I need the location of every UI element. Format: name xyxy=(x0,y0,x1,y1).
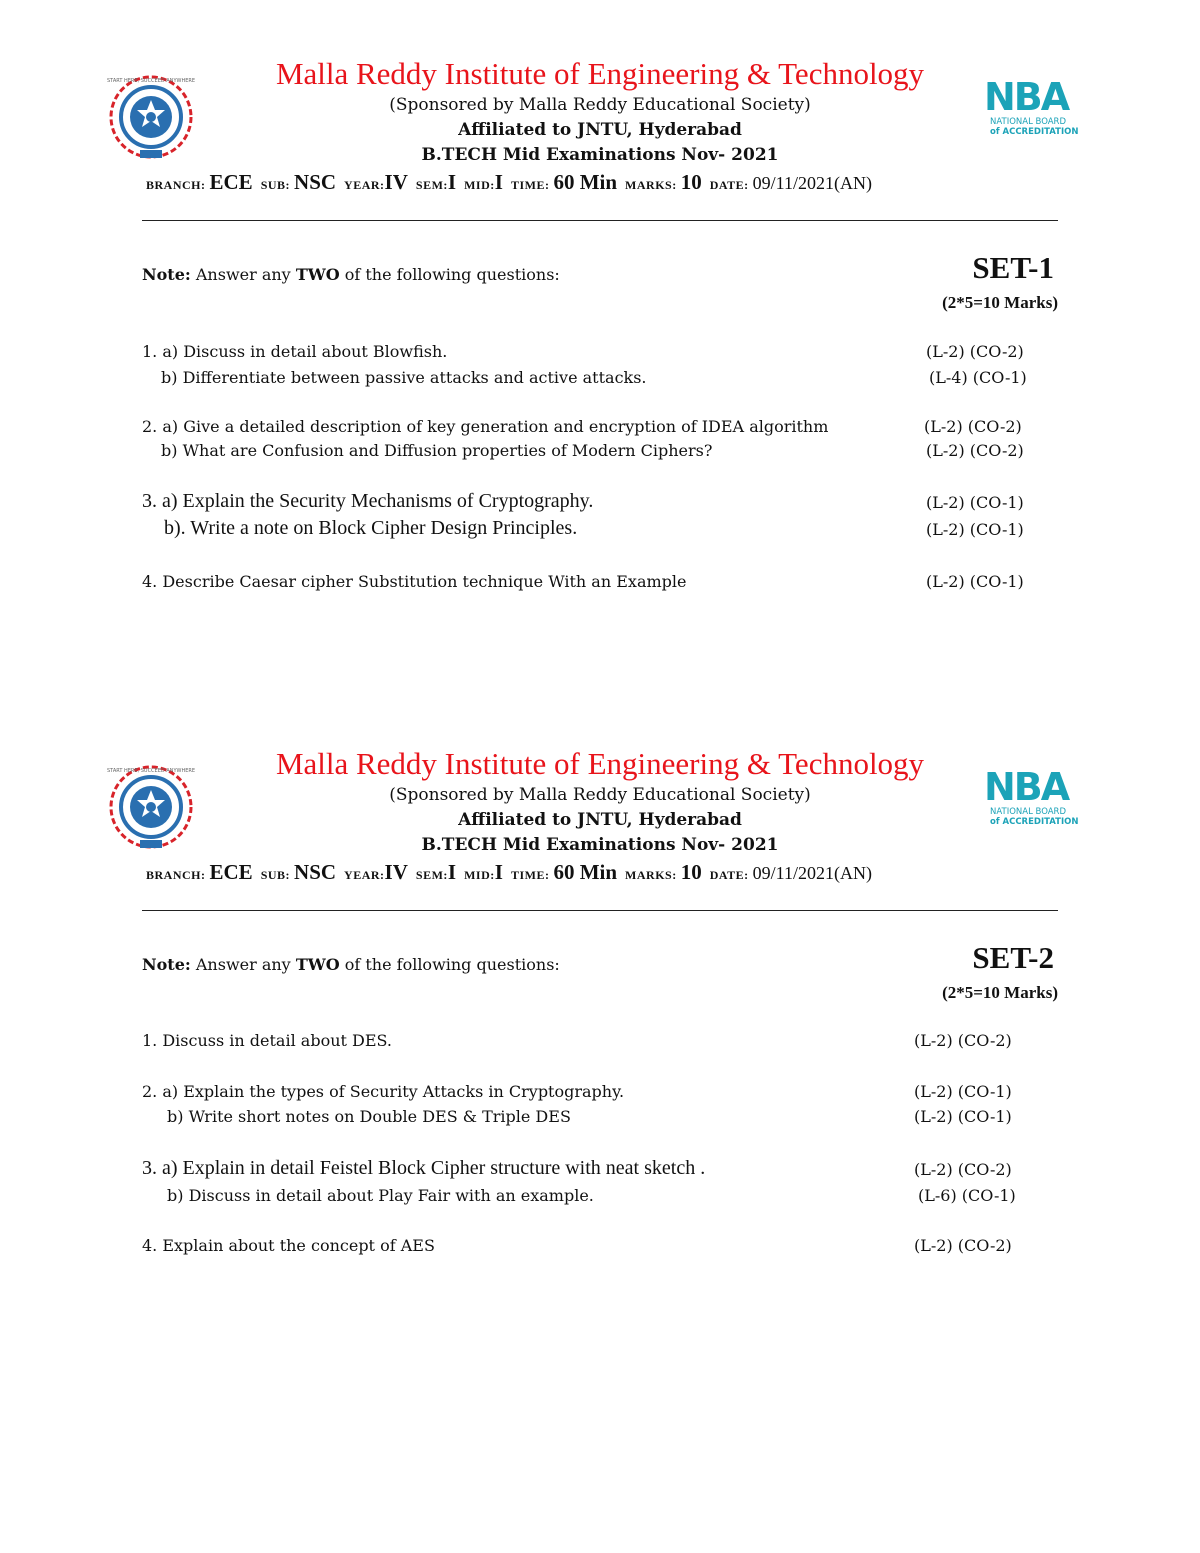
exam-title: B.TECH Mid Examinations Nov- 2021 xyxy=(421,835,779,855)
note-label: Note: xyxy=(142,265,191,284)
mid-value: I xyxy=(494,860,503,884)
sem-value: I xyxy=(447,860,457,884)
question-1: 1. Discuss in detail about DES. xyxy=(142,1031,393,1050)
branch-label: BRANCH: xyxy=(146,178,206,192)
mid-label: MID: xyxy=(464,178,495,192)
marks-value: 10 xyxy=(680,860,702,884)
question-4-level: (L-2) (CO-1) xyxy=(926,572,1024,591)
header-divider xyxy=(142,220,1058,221)
nba-logo-mark: NBA xyxy=(984,75,1069,119)
question-2b: b) Write short notes on Double DES & Triple DES xyxy=(167,1107,571,1126)
exam-title: B.TECH Mid Examinations Nov- 2021 xyxy=(421,145,779,165)
question-3b: b) Discuss in detail about Play Fair with an example. xyxy=(167,1186,594,1205)
note-count: TWO xyxy=(295,955,340,974)
exam-meta-line xyxy=(146,860,872,885)
sem-value: I xyxy=(447,170,457,194)
question-3b: b). Write a note on Block Cipher Design Principles. xyxy=(164,517,578,539)
nba-logo-line2: of ACCREDITATION xyxy=(990,817,1079,827)
mid-label: MID: xyxy=(464,868,495,882)
branch-value: ECE xyxy=(209,170,253,194)
question-1b-level: (L-4) (CO-1) xyxy=(929,368,1027,387)
instructions-note xyxy=(142,265,560,284)
question-2a-level: (L-2) (CO-2) xyxy=(924,417,1022,436)
set-label: SET-2 xyxy=(972,940,1054,975)
nba-logo-icon xyxy=(980,72,1088,138)
institute-name: Malla Reddy Institute of Engineering & Technology xyxy=(275,746,925,781)
affiliation-line: Affiliated to JNTU, Hyderabad xyxy=(458,810,742,830)
branch-value: ECE xyxy=(209,860,253,884)
question-4: 4. Describe Caesar cipher Substitution technique With an Example xyxy=(142,572,687,591)
question-1-level: (L-2) (CO-2) xyxy=(914,1031,1012,1050)
time-label: TIME: xyxy=(510,868,550,882)
date-value: 09/11/2021(AN) xyxy=(752,863,872,883)
sponsor-line: (Sponsored by Malla Reddy Educational Society) xyxy=(389,785,811,805)
header-divider xyxy=(142,910,1058,911)
time-value: 60 Min xyxy=(553,860,618,884)
affiliation-line: Affiliated to JNTU, Hyderabad xyxy=(458,120,742,140)
question-2b-level: (L-2) (CO-1) xyxy=(914,1107,1012,1126)
question-1b: b) Differentiate between passive attacks and active attacks. xyxy=(161,368,647,387)
year-label: YEAR: xyxy=(344,868,385,882)
sem-label: SEM: xyxy=(415,178,448,192)
question-2a: 2. a) Explain the types of Security Attacks in Cryptography. xyxy=(142,1082,625,1101)
branch-label: BRANCH: xyxy=(146,868,206,882)
date-label: DATE: xyxy=(709,868,749,882)
instructions-note xyxy=(142,955,560,974)
year-value: IV xyxy=(384,860,408,884)
nba-logo-icon xyxy=(980,762,1088,828)
note-count: TWO xyxy=(295,265,340,284)
marks-scheme: (2*5=10 Marks) xyxy=(942,983,1058,1002)
marks-label: MARKS: xyxy=(625,178,677,192)
question-3a-level: (L-2) (CO-2) xyxy=(914,1160,1012,1179)
question-4: 4. Explain about the concept of AES xyxy=(142,1236,435,1255)
sub-label: SUB: xyxy=(260,178,291,192)
question-1a: 1. a) Discuss in detail about Blowfish. xyxy=(142,342,448,361)
question-1a-level: (L-2) (CO-2) xyxy=(926,342,1024,361)
question-3b-level: (L-6) (CO-1) xyxy=(918,1186,1016,1205)
question-2a: 2. a) Give a detailed description of key generation and encryption of IDEA algorithm xyxy=(142,417,829,436)
time-label: TIME: xyxy=(510,178,550,192)
nba-logo-line2: of ACCREDITATION xyxy=(990,127,1079,137)
note-text-end: of the following questions: xyxy=(339,265,560,284)
note-text: Answer any xyxy=(190,955,296,974)
nba-logo-line1: NATIONAL BOARD xyxy=(990,807,1067,817)
date-label: DATE: xyxy=(709,178,749,192)
institute-name: Malla Reddy Institute of Engineering & Technology xyxy=(275,56,925,91)
question-4-level: (L-2) (CO-2) xyxy=(914,1236,1012,1255)
question-3a: 3. a) Explain the Security Mechanisms of Cryptography. xyxy=(142,490,594,512)
date-value: 09/11/2021(AN) xyxy=(752,173,872,193)
sub-value: NSC xyxy=(294,860,337,884)
nba-logo-mark: NBA xyxy=(984,765,1069,809)
question-2b: b) What are Confusion and Diffusion properties of Modern Ciphers? xyxy=(161,441,713,460)
question-3a: 3. a) Explain in detail Feistel Block Cipher structure with neat sketch . xyxy=(142,1157,706,1179)
set-label: SET-1 xyxy=(972,250,1054,285)
emblem-motto: START HERE, SUCCEED ANYWHERE xyxy=(106,78,196,84)
question-3b-level: (L-2) (CO-1) xyxy=(926,520,1024,539)
marks-scheme: (2*5=10 Marks) xyxy=(942,293,1058,312)
year-value: IV xyxy=(384,170,408,194)
sub-label: SUB: xyxy=(260,868,291,882)
time-value: 60 Min xyxy=(553,170,618,194)
exam-meta-line xyxy=(146,170,872,195)
mid-value: I xyxy=(494,170,503,194)
marks-label: MARKS: xyxy=(625,868,677,882)
marks-value: 10 xyxy=(680,170,702,194)
sem-label: SEM: xyxy=(415,868,448,882)
note-label: Note: xyxy=(142,955,191,974)
emblem-motto: START HERE, SUCCEED ANYWHERE xyxy=(106,768,196,774)
note-text-end: of the following questions: xyxy=(339,955,560,974)
year-label: YEAR: xyxy=(344,178,385,192)
sponsor-line: (Sponsored by Malla Reddy Educational Society) xyxy=(389,95,811,115)
question-3a-level: (L-2) (CO-1) xyxy=(926,493,1024,512)
question-2b-level: (L-2) (CO-2) xyxy=(926,441,1024,460)
note-text: Answer any xyxy=(190,265,296,284)
sub-value: NSC xyxy=(294,170,337,194)
question-2a-level: (L-2) (CO-1) xyxy=(914,1082,1012,1101)
nba-logo-line1: NATIONAL BOARD xyxy=(990,117,1067,127)
